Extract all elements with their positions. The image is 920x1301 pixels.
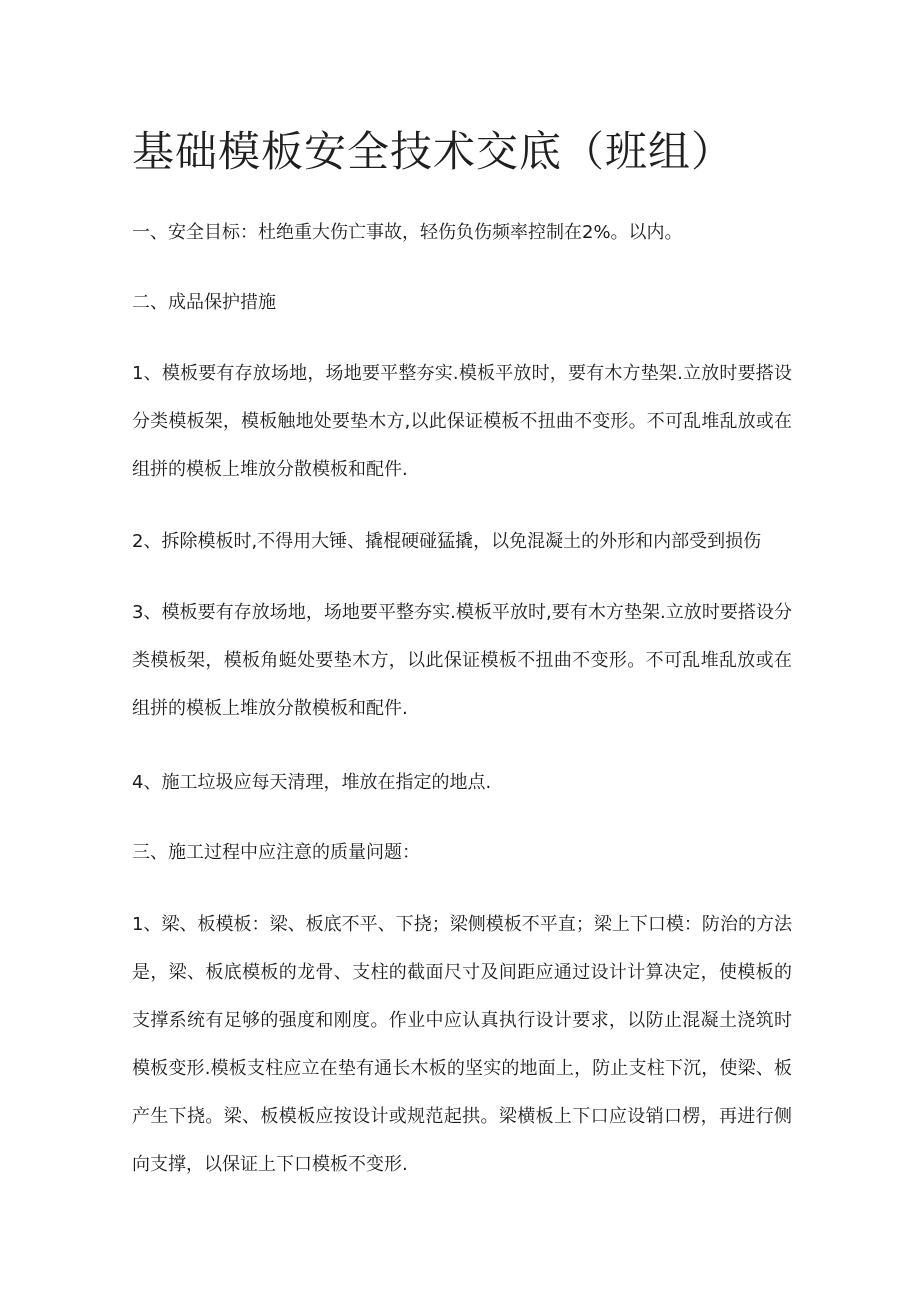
protection-item-3: 3、模板要有存放场地，场地要平整夯实.模板平放时,要有木方垫架.立放时要搭设分类模板架，模板角蜓处要垫木方，以此保证模板不扭曲不变形。不可乱堆乱放或在组拼的模板上堆放分散模板和配件.: [132, 602, 792, 719]
safety-goal-paragraph: 一、安全目标：杜绝重大伤亡事故，轻伤负伤频率控制在2%。以内。: [132, 222, 683, 243]
protection-item-4: 4、施工垃圾应每天清理，堆放在指定的地点.: [132, 772, 492, 793]
section-heading-quality-issues: 三、施工过程中应注意的质量问题：: [132, 842, 420, 863]
section-heading-product-protection: 二、成品保护措施: [132, 292, 276, 313]
protection-item-2: 2、拆除模板时,不得用大锤、撬棍硬碰猛撬，以免混凝土的外形和内部受到损伤: [132, 531, 762, 552]
document-title: 基础模板安全技术交底（班组）: [132, 127, 735, 176]
protection-item-1: 1、模板要有存放场地，场地要平整夯实.模板平放时，要有木方垫架.立放时要搭设分类模板架，模板触地处要垫木方,以此保证模板不扭曲不变形。不可乱堆乱放或在组拼的模板上堆放分散模板和配件.: [132, 363, 792, 480]
quality-item-1: 1、梁、板模板：梁、板底不平、下挠；梁侧模板不平直；梁上下口模：防治的方法是，梁、板底模板的龙骨、支柱的截面尺寸及间距应通过设计计算决定，使模板的支撑系统有足够的强度和刚度。作业中应认真执行设计要求，以防止混凝土浇筑时模板变形.模板支柱应立在垫有通长木板的坚实的地面上，防止支柱下沉，使梁、板产生下挠。梁、板模板应按设计或规范起拱。梁横板上下口应设销口楞，再进行侧向支撑，以保证上下口模板不变形.: [132, 914, 792, 1175]
